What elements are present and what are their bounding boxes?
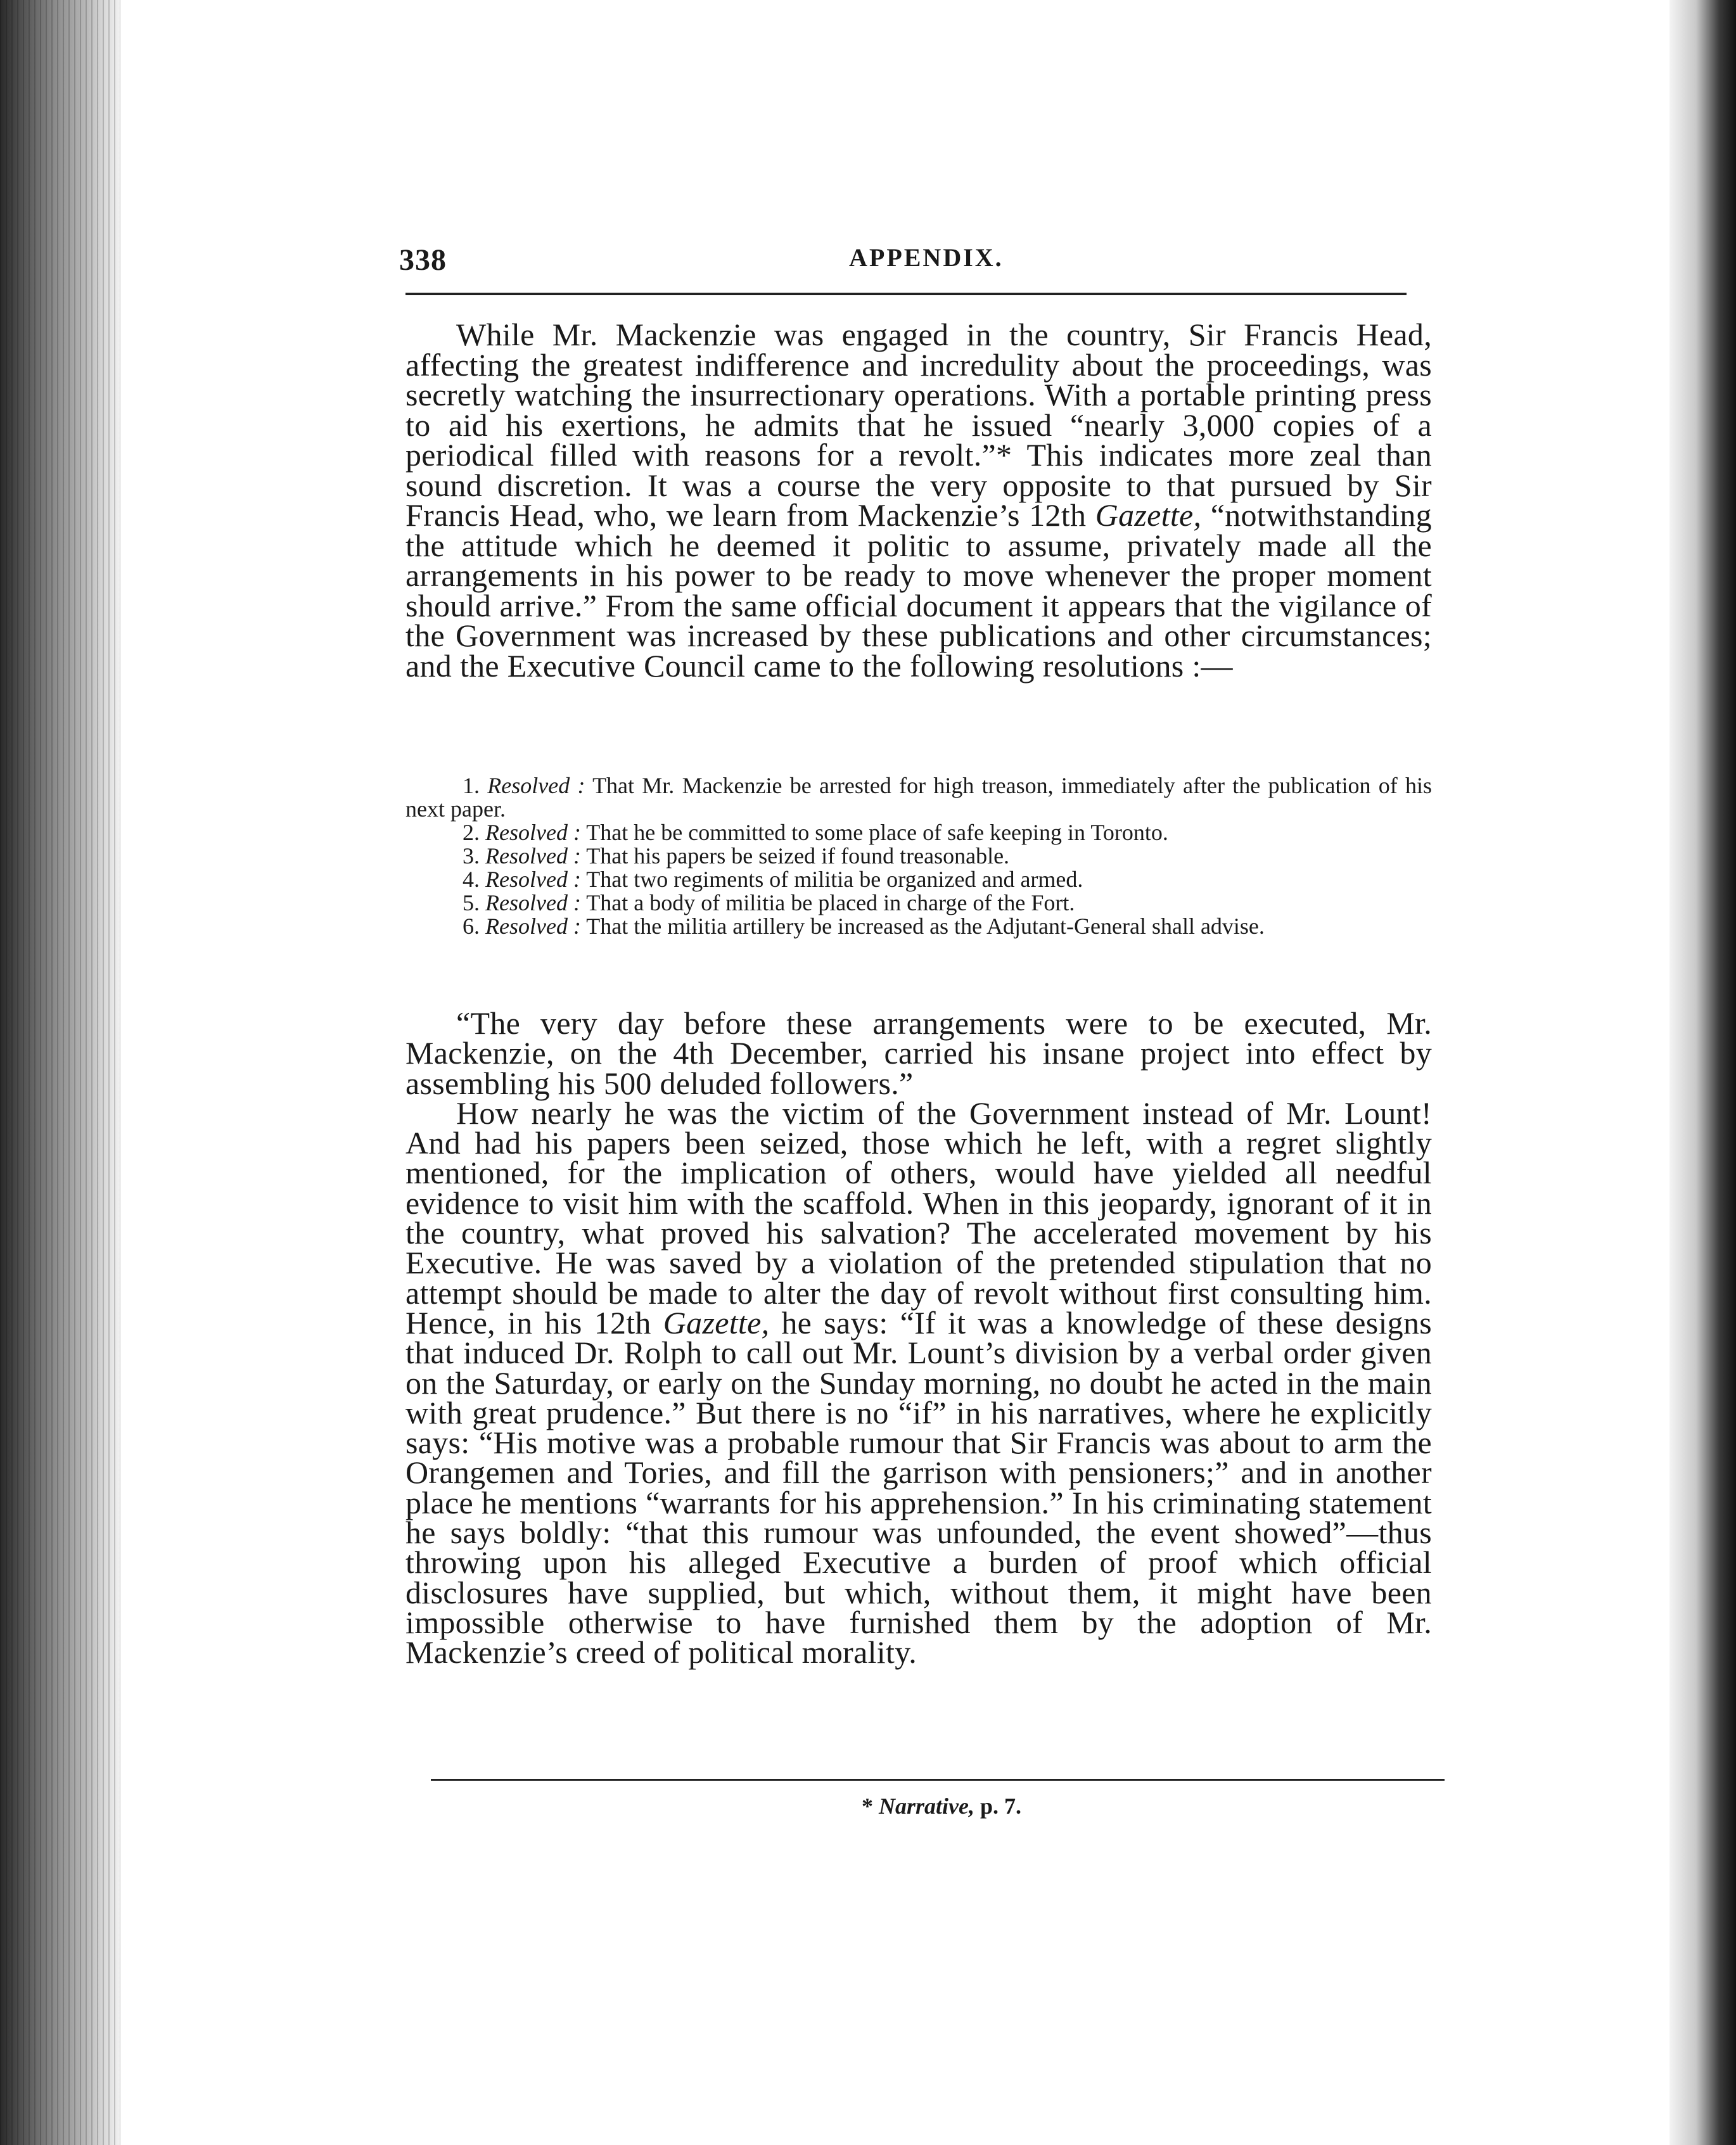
resolution-item: 5. Resolved : That a body of militia be placed in charge of the Fort. xyxy=(463,890,1075,915)
footnote-rule xyxy=(431,1779,1445,1781)
body-paragraph-2: “The very day before these arrangements were to be executed, Mr. Mackenzie, on the 4th December, carried his insane project into effect by assembling his 500 deluded followers.” xyxy=(405,1005,1432,1101)
body-paragraph-3: How nearly he was the victim of the Government instead of Mr. Lount! And had his papers been seized, those which he left, with a regret slightly mentioned, for the implication of others, would have yielded all needful evidence to visit him with the scaffold. When in this jeopardy, ignorant of it in the country, what proved his salvation? The accelerated movement by his Executive. He was saved by a violation of the pretended stipulation that no attempt should be made to alter the day of revolt without first consulting him. Hence, in his 12th Gazette, he says: “If it was a knowledge of these designs that induced Dr. Rolph to call out Mr. Lount’s division by a verbal order given on the Saturday, or early on the Sunday morning, no doubt he acted in the main with great prudence.” But there is no “if” in his narratives, where he explicitly says: “His motive was a probable rumour that Sir Francis was about to arm the Orangemen and Tories, and fill the garrison with pensioners;” and in another place he mentions “warrants for his apprehension.” In his criminating statement he says boldly: “that this rumour was unfounded, the event showed”—thus throwing upon his alleged Executive a burden of proof which official disclosures have supplied, but which, without them, it might have been impossible otherwise to have furnished them by the adoption of Mr. Mackenzie’s creed of political morality. xyxy=(405,1095,1433,1671)
body-paragraph-1 xyxy=(405,317,1432,684)
right-page-edge xyxy=(1669,0,1736,2145)
footnote: * Narrative, p. 7. xyxy=(862,1793,1022,1819)
header-rule xyxy=(405,293,1407,295)
resolution-item: 4. Resolved : That two regiments of militia be organized and armed. xyxy=(463,867,1083,892)
p1-end: “notwithstanding the attitude which he deemed it politic to assume, privately made all the arrangements in his power to be ready to move whenever the proper moment should arrive.” From the same official document it appears that the vigilance of the Government was increased by these publications and other circumstances; and the Executive Council came to the following resolutions :— xyxy=(405,497,1432,684)
page-number: 338 xyxy=(399,243,447,277)
body-paragraphs-2 xyxy=(405,1005,1433,1671)
resolution-item: 1. Resolved : That Mr. Mackenzie be arrested for high treason, immediately after the publication of his next paper. xyxy=(405,773,1432,822)
resolution-item: 6. Resolved : That the militia artillery be increased as the Adjutant-General shall advise. xyxy=(463,913,1265,939)
resolutions-list xyxy=(405,774,1432,938)
running-title: APPENDIX. xyxy=(849,243,1004,272)
resolution-item: 2. Resolved : That he be committed to some place of safe keeping in Toronto. xyxy=(463,820,1168,845)
page-edges xyxy=(0,0,120,2145)
resolution-item: 3. Resolved : That his papers be seized if found treasonable. xyxy=(463,843,1010,869)
p1-italic: Gazette, xyxy=(1095,497,1202,533)
p1-text: While Mr. Mackenzie was engaged in the country, Sir Francis Head, affecting the greatest indifference and incredulity about the proceedings, was secretly watching the insurrectionary operations. With a portable printing press to aid his exertions, he admits that he issued “nearly 3,000 copies of a periodical filled with reasons for a revolt.”* This indicates more zeal than sound discretion. It was a course the very opposite to that pursued by Sir Francis Head, who, we learn from Mackenzie’s 12th xyxy=(405,317,1432,533)
